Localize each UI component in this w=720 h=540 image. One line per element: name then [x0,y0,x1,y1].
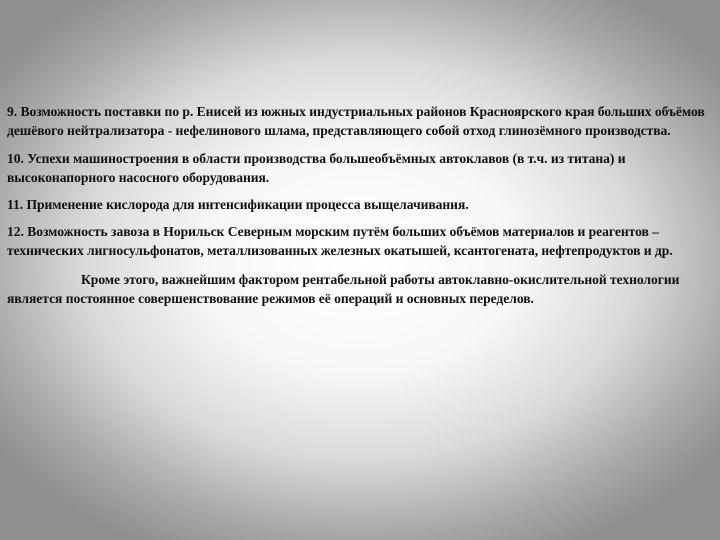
slide-text-block [7,102,715,308]
paragraph-item-11: 11. Применение кислорода для интенсификации процесса выщелачивания. [7,197,469,212]
closing-paragraph: Кроме этого, важнейшим фактором рентабельной работы автоклавно-окислительной технологии является постоянное совершенствование режимов её операций и основных переделов. [7,272,680,306]
paragraph-item-10: 10. Успехи машиностроения в области производства большеобъёмных автоклавов (в т.ч. из титана) и высоконапорного насосного оборудования. [7,151,626,185]
paragraph-item-12: 12. Возможность завоза в Норильск Северным морским путём больших объёмов материалов и реагентов – технических лигносульфонатов, металлизованных железных окатышей, ксантогената, нефтепродуктов и др. [7,224,673,258]
paragraph-item-9: 9. Возможность поставки по р. Енисей из южных индустриальных районов Красноярского края больших объёмов дешёвого нейтрализатора - нефелинового шлама, представляющего собой отход глинозёмного производства. [7,104,705,138]
